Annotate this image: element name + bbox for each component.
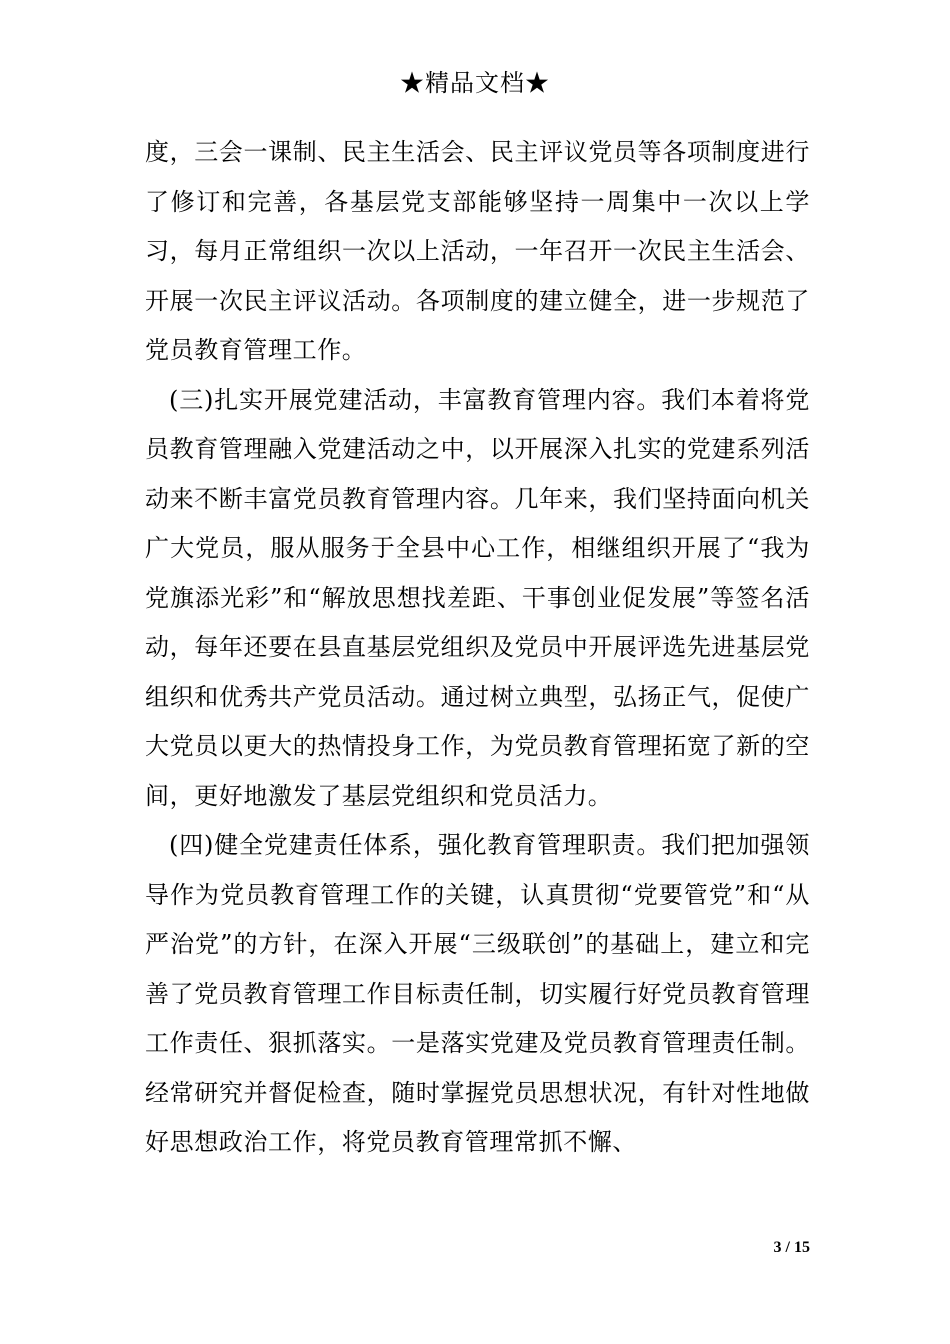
paragraph-section-three: (三)扎实开展党建活动，丰富教育管理内容。我们本着将党员教育管理融入党建活动之中，以开展深入扎实的党建系列活动来不断丰富党员教育管理内容。几年来，我们坚持面向机关广大党员，服从服务于全县中心工作，相继组织开展了“我为党旗添光彩”和“解放思想找差距、干事创业促发展”等签名活动，每年还要在县直基层党组织及党员中开展评选先进基层党组织和优秀共产党员活动。通过树立典型，弘扬正气，促使广大党员以更大的热情投身工作，为党员教育管理拓宽了新的空间，更好地激发了基层党组织和党员活力。	[145, 385, 810, 810]
page-number: 3 / 15	[773, 1239, 810, 1256]
document-body	[145, 128, 810, 1168]
page-header-title: ★精品文档★	[400, 69, 550, 97]
paragraph-continuation: 度，三会一课制、民主生活会、民主评议党员等各项制度进行了修订和完善，各基层党支部能够坚持一周集中一次以上学习，每月正常组织一次以上活动，一年召开一次民主生活会、开展一次民主评议活动。各项制度的建立健全，进一步规范了党员教育管理工作。	[145, 138, 810, 364]
paragraph-section-four: (四)健全党建责任体系，强化教育管理职责。我们把加强领导作为党员教育管理工作的关键，认真贯彻“党要管党”和“从严治党”的方针，在深入开展“三级联创”的基础上，建立和完善了党员教育管理工作目标责任制，切实履行好党员教育管理工作责任、狠抓落实。一是落实党建及党员教育管理责任制。经常研究并督促检查，随时掌握党员思想状况，有针对性地做好思想政治工作，将党员教育管理常抓不懈、	[145, 831, 810, 1156]
